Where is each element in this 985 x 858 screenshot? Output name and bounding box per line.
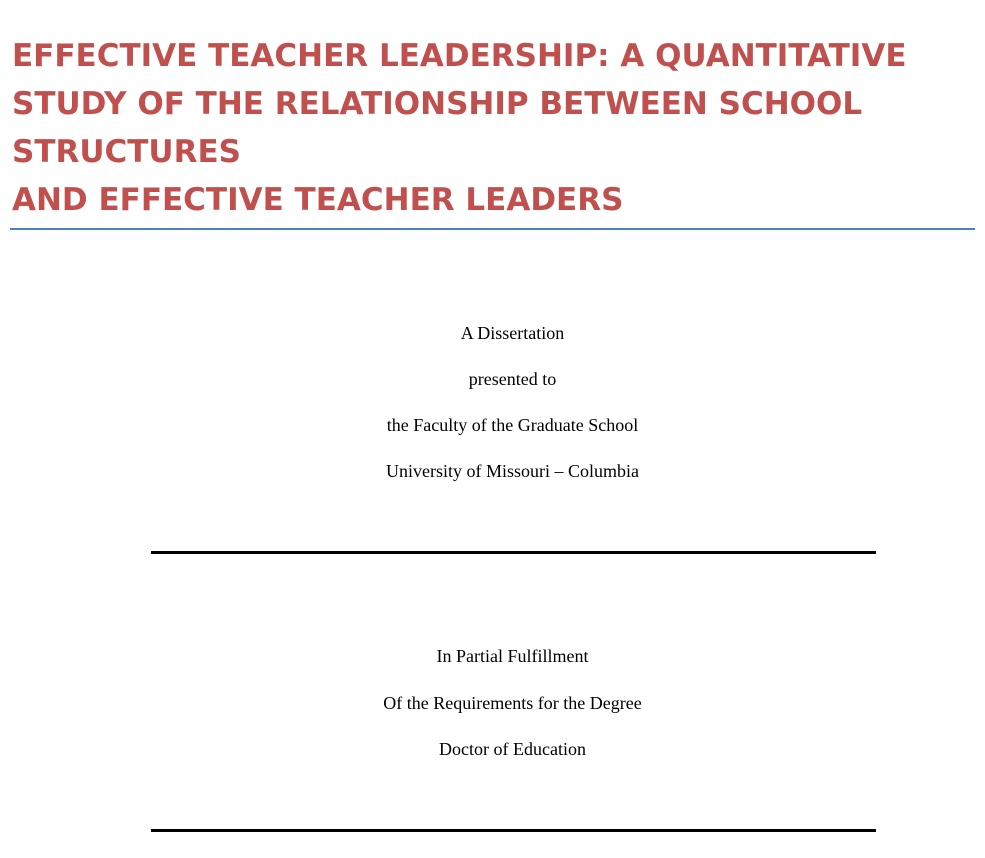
title-line-3: STRUCTURES (12, 134, 241, 170)
submission-line-2-text: presented to (468, 369, 557, 389)
fulfillment-line-1 (0, 644, 985, 668)
submission-line-3-text: the Faculty of the Graduate School (386, 415, 639, 435)
section-divider-2 (151, 829, 876, 832)
submission-line-2 (0, 367, 985, 391)
section-divider-1 (151, 551, 876, 554)
fulfillment-line-3-text: Doctor of Education (439, 739, 586, 759)
title-line-2: STUDY OF THE RELATIONSHIP BETWEEN SCHOOL (12, 86, 863, 122)
fulfillment-line-2 (0, 691, 985, 715)
fulfillment-line-1-text: In Partial Fulfillment (436, 646, 589, 666)
document-title (12, 32, 972, 224)
fulfillment-line-3 (0, 737, 985, 761)
title-line-1: EFFECTIVE TEACHER LEADERSHIP: A QUANTITATIVE (12, 38, 907, 74)
title-line-4: AND EFFECTIVE TEACHER LEADERS (12, 182, 624, 218)
submission-line-1 (0, 321, 985, 345)
submission-line-4-text: University of Missouri – Columbia (386, 461, 639, 481)
submission-line-3 (0, 413, 985, 437)
submission-line-4 (0, 459, 985, 483)
title-underline-divider (10, 228, 975, 230)
fulfillment-line-2-text: Of the Requirements for the Degree (383, 693, 642, 713)
submission-line-1-text: A Dissertation (460, 323, 565, 343)
